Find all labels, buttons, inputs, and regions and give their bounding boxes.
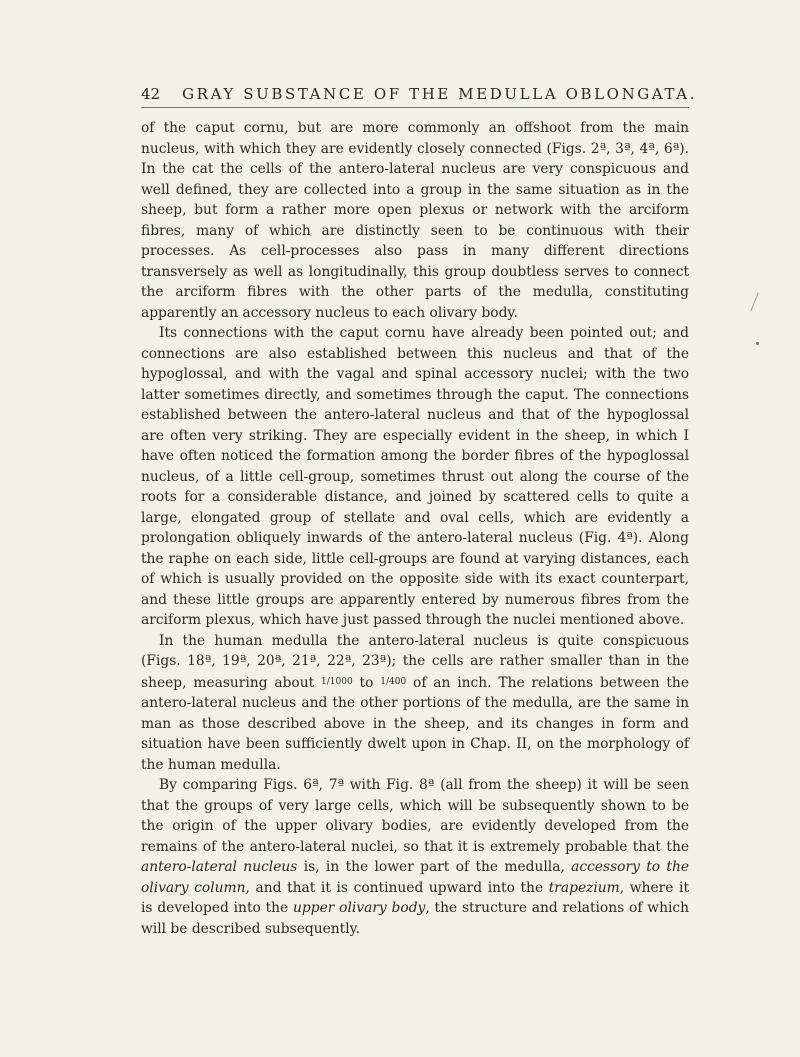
page-number: 42: [141, 85, 161, 103]
paragraph-4-text-b: is, in the lower part of the medulla,: [297, 859, 572, 875]
paragraph-4-text-d: , where it is developed into the: [141, 879, 689, 916]
body-text: [141, 118, 689, 939]
paragraph-4-text-e: , the structure and relations of which will be described subsequently.: [141, 900, 689, 937]
margin-pencil-mark: [750, 293, 758, 312]
italic-term-upper-olivary-body: upper olivary body: [293, 900, 426, 916]
margin-dot-mark: [756, 342, 759, 345]
paragraph-3: [141, 631, 689, 776]
running-head-title: GRAY SUBSTANCE OF THE MEDULLA OBLONGATA.: [182, 85, 698, 103]
italic-term-accessory: accessory to the olivary column: [141, 859, 689, 896]
paragraph-3-text-b: to: [352, 674, 381, 691]
fraction-one-thousandth: 1/1000: [321, 676, 353, 687]
paragraph-3-text-a: In the human medulla the antero-lateral nucleus is quite conspicuous (Figs. 18ª, 19ª, 20ª, 21ª, 22ª, 23ª); the cells are rather smaller than in the sheep, measuring about: [141, 632, 689, 691]
italic-term-trapezium: trapezium: [548, 879, 620, 896]
paragraph-1: of the caput cornu, but are more commonly an offshoot from the main nucleus, with which they are evidently closely connected (Figs. 2ª, 3ª, 4ª, 6ª). In the cat the cells of the antero-lateral nucleus are very conspicuous and well defined, they are collected into a group in the same situation as in the sheep, but form a rather more open plexus or network with the arciform fibres, many of which are distinctly seen to be continuous with their processes. As cell-processes also pass in many different directions transversely as well as longitudinally, this group doubtless serves to connect the arciform fibres with the other parts of the medulla, constituting apparently an accessory nucleus to each olivary body.: [141, 120, 689, 321]
italic-term-antero-lateral-nucleus: antero-lateral nucleus: [141, 859, 298, 875]
paragraph-2: Its connections with the caput cornu have already been pointed out; and connections are also established between this nucleus and that of the hypoglossal, and with the vagal and spinal accessory nuclei; with the two latter sometimes directly, and sometimes through the caput. The connections established between the antero-lateral nucleus and that of the hypoglossal are often very striking. They are especially evident in the sheep, in which I have often noticed the formation among the border fibres of the hypoglossal nucleus, of a little cell-group, sometimes thrust out along the course of the roots for a considerable distance, and joined by scattered cells to quite a large, elongated group of stellate and oval cells, which are evidently a prolongation obliquely inwards of the antero-lateral nucleus (Fig. 4ª). Along the raphe on each side, little cell-groups are found at varying distances, each of which is usually provided on the opposite side with its exact counterpart, and these little groups are apparently entered by numerous fibres from the arciform plexus, which have just passed through the nuclei mentioned above.: [141, 325, 689, 628]
paragraph-4-text-c: , and that it is continued upward into the: [245, 879, 549, 896]
paragraph-3-text-c: of an inch. The relations between the antero-lateral nucleus and the other portions of the medulla, are the same in man as those described above in the sheep, and its changes in form and situation have been sufficiently dwelt upon in Chap. II, on the morphology of the human medulla.: [141, 674, 689, 773]
running-head: [141, 85, 698, 103]
paragraph-4-text-a: By comparing Figs. 6ª, 7ª with Fig. 8ª (all from the sheep) it will be seen that the groups of very large cells, which will be subsequently shown to be the origin of the upper olivary bodies, are evidently developed from the remains of the antero-lateral nuclei, so that it is extremely probable that the: [141, 777, 689, 855]
fraction-one-four-hundredth: 1/400: [380, 676, 407, 687]
paragraph-4: [141, 775, 689, 939]
header-rule: [141, 107, 689, 108]
